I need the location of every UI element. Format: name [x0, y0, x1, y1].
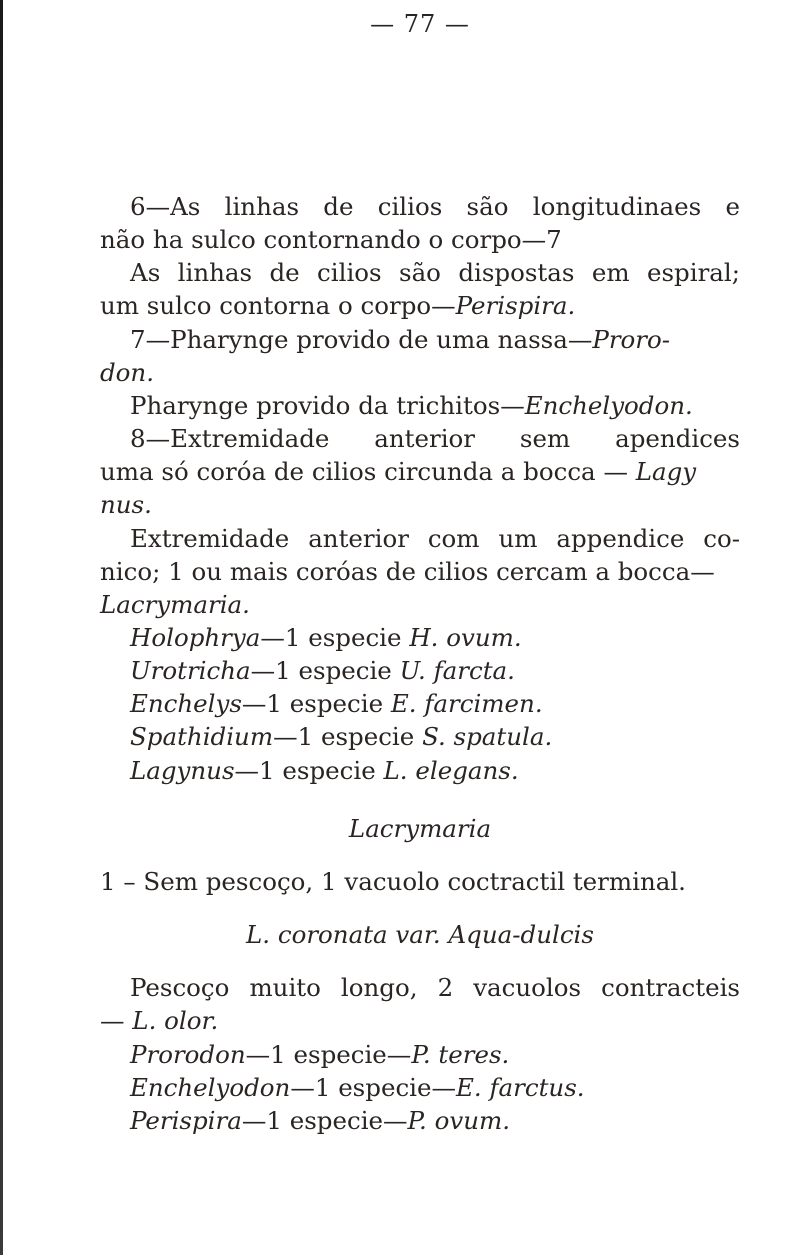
text-line: um sulco contorna o corpo—Perispira. [100, 291, 576, 320]
text-line: uma só coróa de cilios circunda a bocca — Lagy [100, 457, 697, 486]
species-name: P. ovum. [407, 1106, 511, 1135]
text-line: — L. olor. [100, 1006, 219, 1035]
page-edge-shadow [0, 0, 3, 1255]
text-line: Extremidade anterior com um appendice co- [130, 524, 740, 553]
genus-name: Lagynus [130, 756, 235, 785]
text-line: Pharynge provido da trichitos—Enchelyodon. [130, 391, 693, 420]
page-number-header: — 77 — [370, 10, 470, 38]
genus-name: don. [100, 358, 155, 387]
species-line: Spathidium—1 especie S. spatula. [130, 722, 553, 751]
text-line: 1 – Sem pescoço, 1 vacuolo coctractil terminal. [100, 867, 686, 896]
species-line: Urotricha—1 especie U. farcta. [130, 656, 515, 685]
genus-name: Enchelyodon [130, 1073, 291, 1102]
genus-name: Spathidium [130, 722, 274, 751]
species-line: Lagynus—1 especie L. elegans. [130, 756, 519, 785]
genus-name: Urotricha [130, 656, 251, 685]
genus-name: nus. [100, 490, 152, 519]
text-line: As linhas de cilios são dispostas em espiral; [130, 258, 740, 287]
species-name: L. olor. [132, 1006, 219, 1035]
species-name: P. teres. [411, 1040, 510, 1069]
genus-name: Perispira [130, 1106, 242, 1135]
species-name: E. farctus. [456, 1073, 585, 1102]
text-line [100, 588, 250, 622]
species-name: U. farcta. [399, 656, 515, 685]
species-name: E. farcimen. [390, 689, 543, 718]
genus-name: Enchelys [130, 689, 242, 718]
text-line: nico; 1 ou mais coróas de cilios cercam a bocca— [100, 557, 715, 586]
species-line: Holophrya—1 especie H. ovum. [130, 623, 522, 652]
genus-name: Prorodon [130, 1040, 246, 1069]
text-line: 7—Pharynge provido de uma nassa—Proro- [130, 325, 671, 354]
genus-name: Lagy [635, 457, 697, 486]
text-line: 8—Extremidade anterior sem apendices [130, 424, 740, 453]
genus-name: Perispira. [455, 291, 576, 320]
genus-name: Proro- [592, 325, 671, 354]
genus-name: Holophrya [130, 623, 261, 652]
species-line: Enchelyodon—1 especie—E. farctus. [130, 1073, 585, 1102]
text-line: não ha sulco contornando o corpo—7 [100, 225, 562, 254]
species-line: Prorodon—1 especie—P. teres. [130, 1040, 510, 1069]
genus-name: Lacrymaria. [100, 590, 250, 619]
species-name: H. ovum. [409, 623, 522, 652]
variety-heading: L. coronata var. Aqua-dulcis [246, 920, 594, 949]
text-line [100, 356, 154, 390]
species-line: Perispira—1 especie—P. ovum. [130, 1106, 511, 1135]
text-line [100, 488, 152, 522]
text-line: 6—As linhas de cilios são longitudinaes e [130, 192, 740, 221]
text-line: Pescoço muito longo, 2 vacuolos contracteis [130, 973, 740, 1002]
species-line: Enchelys—1 especie E. farcimen. [130, 689, 543, 718]
genus-name: Enchelyodon. [524, 391, 693, 420]
species-name: L. elegans. [383, 756, 519, 785]
section-heading: Lacrymaria [348, 814, 492, 843]
species-name: S. spatula. [422, 722, 553, 751]
